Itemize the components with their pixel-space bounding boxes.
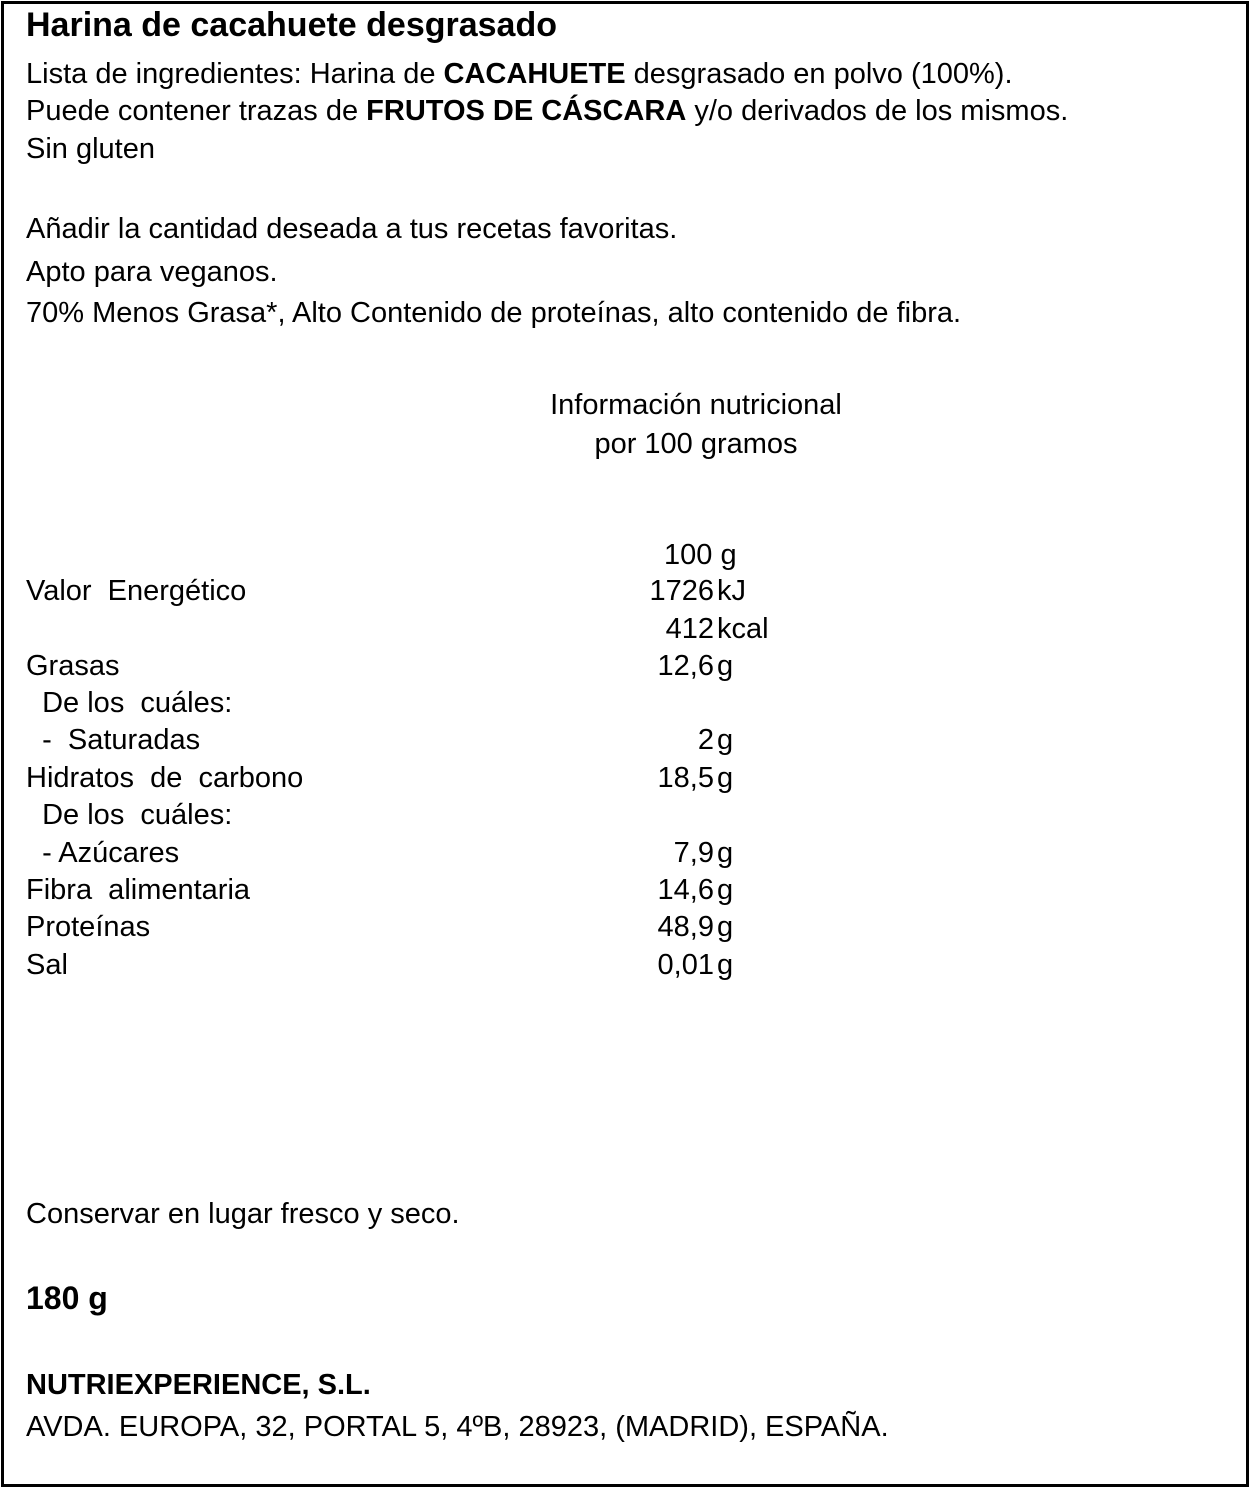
nutrition-row-label: Grasas [26, 650, 120, 682]
ingredients-suffix: desgrasado en polvo (100%). [625, 58, 1013, 90]
ingredients-allergen: CACAHUETE [443, 58, 626, 90]
company-name: NUTRIEXPERIENCE, S.L. [26, 1369, 371, 1401]
nutrition-row-label: De los cuáles: [26, 687, 233, 719]
ingredients-line [26, 57, 1013, 91]
vegan-note: Apto para veganos. [26, 256, 278, 288]
traces-line [26, 94, 1068, 128]
nutrition-row-value: 0,01 [657, 949, 714, 981]
traces-allergen: FRUTOS DE CÁSCARA [366, 95, 687, 127]
nutrition-row-label: De los cuáles: [26, 799, 233, 831]
claims-note: 70% Menos Grasa*, Alto Contenido de proteínas, alto contenido de fibra. [26, 297, 962, 329]
nutrition-row-unit: g [717, 949, 734, 981]
nutrition-subheading: por 100 gramos [594, 428, 798, 460]
nutrition-row-unit: g [717, 874, 734, 906]
nutrition-row-label: Fibra alimentaria [26, 874, 251, 906]
traces-prefix: Puede contener trazas de [26, 95, 367, 127]
nutrition-row-label: Sal [26, 949, 68, 981]
nutrition-row-value: 14,6 [657, 874, 714, 906]
nutrition-row-unit: kJ [717, 575, 746, 607]
nutrition-row-label: Hidratos de carbono [26, 762, 304, 794]
traces-suffix: y/o derivados de los mismos. [686, 95, 1069, 127]
nutrition-row-unit: g [717, 837, 734, 869]
nutrition-row-label: - Azúcares [26, 837, 180, 869]
ingredients-prefix: Lista de ingredientes: Harina de [26, 58, 444, 90]
storage-note: Conservar en lugar fresco y seco. [26, 1198, 460, 1230]
nutrition-row-label: Proteínas [26, 911, 151, 943]
nutrition-row-unit: g [717, 762, 734, 794]
nutrition-row-value: 48,9 [657, 911, 714, 943]
nutrition-row-label: - Saturadas [26, 724, 201, 756]
nutrition-row-unit: g [717, 911, 734, 943]
nutrition-row-value: 12,6 [657, 650, 714, 682]
nutrition-row-value: 2 [697, 724, 714, 756]
product-title: Harina de cacahuete desgrasado [26, 6, 558, 44]
usage-note: Añadir la cantidad deseada a tus recetas favoritas. [26, 213, 678, 245]
nutrition-row-unit: kcal [717, 613, 769, 645]
nutrition-row-unit: g [717, 724, 734, 756]
nutrition-column-header: 100 g [664, 539, 737, 571]
nutrition-row-value: 1726 [649, 575, 714, 607]
nutrition-row-unit: g [717, 650, 734, 682]
nutrition-row-value: 412 [665, 613, 714, 645]
net-weight: 180 g [26, 1280, 108, 1316]
company-address: AVDA. EUROPA, 32, PORTAL 5, 4ºB, 28923, (MADRID), ESPAÑA. [26, 1411, 889, 1443]
nutrition-row-value: 18,5 [657, 762, 714, 794]
gluten-note: Sin gluten [26, 133, 155, 165]
nutrition-heading: Información nutricional [550, 389, 842, 421]
nutrition-row-label: Valor Energético [26, 575, 247, 607]
nutrition-row-value: 7,9 [673, 837, 714, 869]
